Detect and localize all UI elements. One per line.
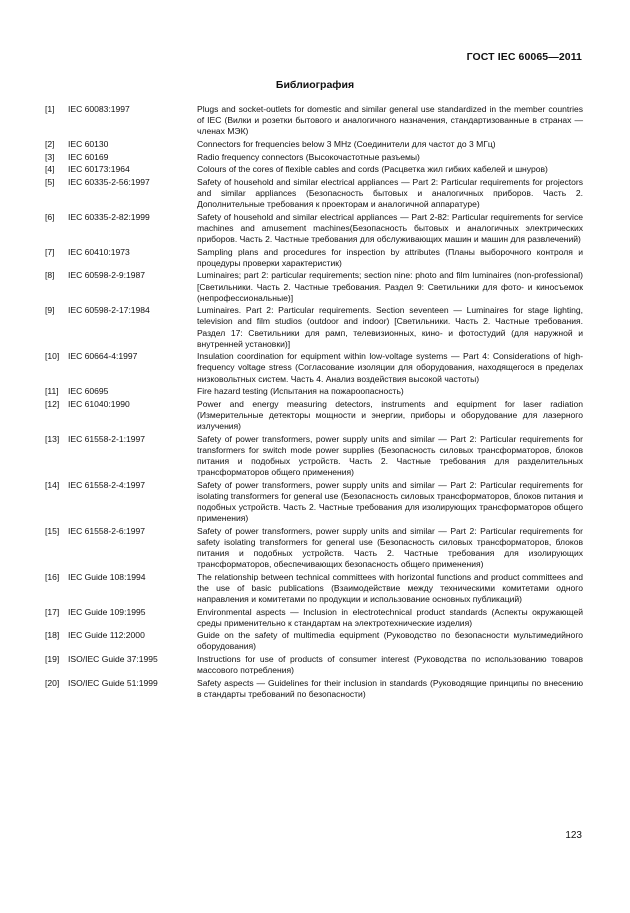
bibliography-entry <box>45 526 583 570</box>
bibliography-entry <box>45 305 583 349</box>
entry-description: Safety of household and similar electrical appliances — Part 2-82: Particular requirements for service machines and amusement machines(Безопасность бытовых и аналогичных электрических приборов. Часть 2. Частные требования для обслуживающих машин и машин для развлечений) <box>197 211 583 244</box>
bibliography-entry <box>45 480 583 524</box>
entry-standard-code: IEC Guide 112:2000 <box>68 630 145 641</box>
entry-standard-code: IEC 60130 <box>68 138 109 149</box>
entry-standard-code: ISO/IEC Guide 37:1995 <box>68 654 158 665</box>
entry-description: Safety of power transformers, power supply units and similar — Part 2: Particular requirements for safety isolating transformers for general use (Безопасность силовых трансформаторов, блоков питания и подобных устройств. Часть 2. Частные требования для изолирующих трансформаторов, обеспечивающих безопасность общего применения) <box>197 525 583 569</box>
entry-description: Environmental aspects — Inclusion in electrotechnical product standards (Аспекты окружающей среды применительно к стандартам на электротехнические изделия) <box>197 606 583 628</box>
entry-standard-code: IEC 61558-2-4:1997 <box>68 479 145 490</box>
bibliography-list <box>45 104 583 702</box>
entry-number: [8] <box>45 270 55 281</box>
entry-standard-code: IEC Guide 108:1994 <box>68 571 146 582</box>
entry-standard-code: IEC 60598-2-9:1987 <box>68 270 145 281</box>
entry-standard-code: IEC 60664-4:1997 <box>68 351 138 362</box>
entry-standard-code: IEC 60083:1997 <box>68 104 130 114</box>
entry-standard-code: IEC Guide 109:1995 <box>68 606 146 617</box>
entry-standard-code: IEC 61040:1990 <box>68 398 130 409</box>
bibliography-entry <box>45 654 583 676</box>
bibliography-entry <box>45 270 583 303</box>
entry-number: [13] <box>45 433 60 444</box>
entry-standard-code: IEC 60335-2-82:1999 <box>68 211 150 222</box>
entry-standard-code: ISO/IEC Guide 51:1999 <box>68 677 158 688</box>
entry-standard-code: IEC 60173:1964 <box>68 164 130 175</box>
entry-number: [7] <box>45 246 55 257</box>
entry-number: [1] <box>45 104 55 114</box>
bibliography-entry <box>45 399 583 432</box>
page-number: 123 <box>565 830 582 841</box>
document-code-header: ГОСТ IEC 60065—2011 <box>466 51 582 63</box>
entry-number: [17] <box>45 606 60 617</box>
entry-description: The relationship between technical committees with horizontal functions and product committees and the use of basic publications (Взаимодействие между техническими комитетами одного направления и комитетами по продукции и использование основных публикаций) <box>197 571 583 604</box>
entry-standard-code: IEC 60169 <box>68 151 109 162</box>
entry-description: Radio frequency connectors (Высокочастотные разъемы) <box>197 151 420 162</box>
bibliography-entry <box>45 351 583 384</box>
entry-description: Safety of household and similar electrical appliances — Part 2: Particular requirements for projectors and similar appliances (Безопасность бытовых и аналогичных приборов. Часть 2. Дополнительные требования к проекторам и аналогичной аппаратуре) <box>197 176 583 210</box>
bibliography-entry <box>45 247 583 269</box>
entry-number: [6] <box>45 211 55 222</box>
bibliography-entry <box>45 104 583 137</box>
entry-description: Insulation coordination for equipment within low-voltage systems — Part 4: Considerations of high-frequency voltage stress (Согласование изоляции для оборудования, находящегося в пределах низковольтных систем. Часть 4. Анализ воздействия высокой частоты) <box>197 351 583 384</box>
entry-description: Guide on the safety of multimedia equipment (Руководство по безопасности мультимедийного оборудования) <box>197 630 583 652</box>
entry-number: [20] <box>45 677 60 688</box>
entry-number: [5] <box>45 176 55 187</box>
entry-description: Plugs and socket-outlets for domestic and similar general use standardized in the member countries of IEC (Вилки и розетки бытового и аналогичного назначения, стандартизованные в странах — членах МЭК) <box>197 104 583 137</box>
entry-description: Sampling plans and procedures for inspection by attributes (Планы выборочного контроля и процедуры проверки характеристик) <box>197 246 583 268</box>
entry-number: [19] <box>45 654 60 665</box>
entry-number: [9] <box>45 305 55 316</box>
entry-description: Luminaires; part 2: particular requirements; section nine: photo and film luminaires (non-professional) [Светильники. Часть 2. Частные требования. Раздел 9: Светильники для фото- и киносъемок (непрофессиональные)] <box>197 270 583 303</box>
entry-number: [15] <box>45 525 60 536</box>
entry-standard-code: IEC 60410:1973 <box>68 246 130 257</box>
entry-description: Colours of the cores of flexible cables and cords (Расцветка жил гибких кабелей и шнуров) <box>197 164 548 175</box>
entry-number: [3] <box>45 151 55 162</box>
entry-description: Safety of power transformers, power supply units and similar — Part 2: Particular requirements for transformers for switch mode power supplies (Безопасность силовых трансформаторов, блоков питания и подобных устройств. Часть 2. Частные требования для разделительных трансформаторов общего применения) <box>197 433 583 478</box>
entry-standard-code: IEC 60335-2-56:1997 <box>68 176 150 187</box>
entry-description: Power and energy measuring detectors, instruments and equipment for laser radiation (Измерительные детекторы мощности и энергии, приборы и оборудование для лазерного излучения) <box>197 398 583 432</box>
entry-number: [18] <box>45 630 60 641</box>
bibliography-title: Библиография <box>275 79 355 91</box>
bibliography-entry <box>45 212 583 245</box>
entry-description: Instructions for use of products of consumer interest (Руководства по использованию товаров массового потребления) <box>197 654 583 676</box>
entry-description: Luminaires. Part 2: Particular requirements. Section seventeen — Luminaires for stage lighting, television and film studios (outdoor and indoor) [Светильники. Часть 2. Частные требования. Раздел 17: Светильники для рамп, телевизионных, кино- и фотостудий (для наружной и внутренней установки)] <box>197 305 583 349</box>
entry-number: [12] <box>45 398 60 409</box>
entry-standard-code: IEC 61558-2-6:1997 <box>68 525 145 536</box>
entry-standard-code: IEC 60598-2-17:1984 <box>68 305 150 316</box>
bibliography-entry <box>45 177 583 210</box>
bibliography-entry <box>45 678 583 700</box>
entry-number: [11] <box>45 386 59 397</box>
bibliography-entry <box>45 607 583 629</box>
entry-description: Safety of power transformers, power supply units and similar — Part 2: Particular requirements for isolating transformers for general use (Безопасность силовых трансформаторов, блоков питания и подобных устройств. Часть 2. Частные требования для изолирующих трансформаторов общего применения) <box>197 479 583 523</box>
entry-standard-code: IEC 61558-2-1:1997 <box>68 433 145 444</box>
entry-number: [14] <box>45 479 60 490</box>
entry-description: Safety aspects — Guidelines for their inclusion in standards (Руководящие принципы по внесению в стандарты требований по безопасности) <box>197 677 583 699</box>
entry-description: Connectors for frequencies below 3 MHz (Соединители для частот до 3 МГц) <box>197 138 496 149</box>
bibliography-entry <box>45 152 583 163</box>
bibliography-entry <box>45 630 583 652</box>
bibliography-entry <box>45 164 583 175</box>
bibliography-entry <box>45 139 583 150</box>
entry-number: [10] <box>45 351 60 362</box>
bibliography-entry <box>45 572 583 605</box>
entry-description: Fire hazard testing (Испытания на пожароопасность) <box>197 386 404 397</box>
entry-number: [4] <box>45 164 55 175</box>
entry-number: [2] <box>45 138 55 149</box>
bibliography-entry <box>45 386 583 397</box>
bibliography-entry <box>45 434 583 478</box>
entry-standard-code: IEC 60695 <box>68 386 109 397</box>
entry-number: [16] <box>45 571 60 582</box>
